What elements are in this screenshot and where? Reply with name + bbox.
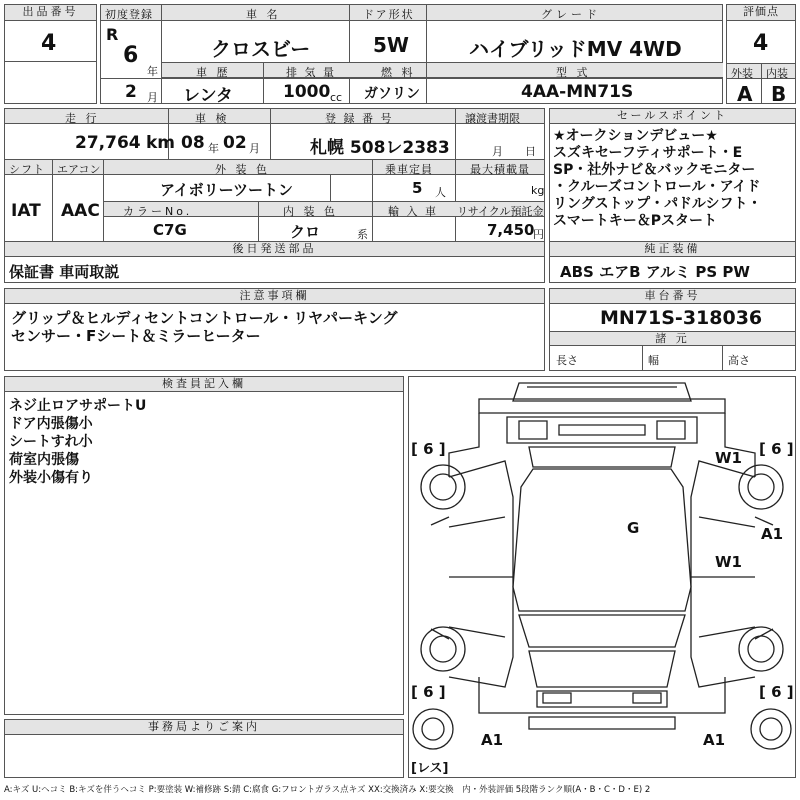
notes-label: 注意事項欄	[5, 289, 544, 304]
equipment-label: 純正装備	[550, 242, 795, 257]
score-label: 評価点	[727, 5, 795, 21]
damage-mark-g: G	[627, 519, 640, 537]
legend-text: A:キズ U:ヘコミ B:キズを伴うヘコミ P:要塗装 W:補修跡 S:錆 C:腐食 G:フロントガラス点キズ XX:交換済み X:要交換 内・外装評価 5段階ランク順(A・B・C・D・E) 2	[4, 785, 651, 795]
equipment-value: ABS エアB アルミ PS PW	[560, 263, 750, 281]
office-label: 事務局よりご案内	[5, 720, 403, 735]
transfer-month: 月	[492, 145, 503, 158]
inspector-box	[4, 376, 404, 715]
fuel-label: 燃 料	[381, 66, 416, 79]
mileage-label: 走 行	[65, 112, 100, 125]
door-label: ドア形状	[363, 8, 415, 21]
ext-color-value: アイボリーツートン	[160, 181, 294, 199]
shift-label: シフト	[9, 163, 45, 176]
chassis-box	[549, 288, 796, 371]
damage-diagram	[408, 376, 796, 778]
specs-label: 諸 元	[550, 332, 795, 346]
damage-mark-a1-bl: A1	[481, 731, 504, 749]
aircon-value: AAC	[61, 201, 100, 221]
transfer-day: 日	[525, 145, 536, 158]
grade-value: ハイブリッドMV 4WD	[469, 37, 682, 61]
inspection-month: 02	[223, 133, 247, 153]
chassis-label: 車台番号	[550, 289, 795, 304]
transfer-label: 譲渡書期限	[465, 112, 520, 125]
persons-unit: 人	[435, 186, 446, 199]
tire-rr-label: [ 6 ]	[759, 683, 794, 701]
lot-number-label: 出品番号	[5, 5, 96, 21]
inspector-label: 検査員記入欄	[5, 377, 403, 392]
import-label: 輸 入 車	[388, 205, 438, 218]
history-value: レンタ	[183, 86, 233, 106]
inspection-label: 車 検	[195, 112, 230, 125]
damage-mark-a1-side: A1	[761, 525, 784, 543]
reg-year-value: 6	[123, 43, 139, 68]
tire-fr-label: [ 6 ]	[759, 440, 794, 458]
displacement-value: 1000	[283, 82, 331, 102]
recycle-label: リサイクル預託金	[457, 205, 544, 218]
sales-points-text: ★オークションデビュー★ スズキセーフティサポート・E SP・社外ナビ＆バックモニター ・クルーズコントロール・アイド リングストップ・パドルシフト・ スマートキー＆Pスタート	[553, 128, 762, 229]
aircon-label: エアコン	[57, 163, 101, 176]
shift-value: IAT	[11, 201, 41, 221]
damage-mark-w1-top: W1	[715, 449, 742, 467]
km-unit: km	[146, 133, 176, 153]
capacity-label: 乗車定員	[385, 163, 433, 176]
spare-tire-label: [レス]	[411, 761, 449, 776]
score-box	[726, 4, 796, 104]
damage-mark-a1-br: A1	[703, 731, 726, 749]
displacement-label: 排 気 量	[286, 66, 336, 79]
interior-grade: B	[771, 82, 787, 106]
first-reg-label: 初度登録	[105, 8, 153, 21]
interior-label: 内装	[766, 67, 788, 80]
notes-text: グリップ＆ヒルディセントコントロール・リヤパーキング センサー・Fシート＆ミラーヒーター	[11, 309, 398, 345]
score-value: 4	[753, 31, 769, 56]
later-parts-label: 後日発送部品	[5, 242, 544, 257]
equipment-box	[549, 241, 796, 283]
office-box	[4, 719, 404, 778]
exterior-grade: A	[737, 82, 753, 106]
sales-points-box	[549, 108, 796, 243]
car-diagram-svg	[409, 377, 795, 777]
reg-no-label: 登 録 番 号	[325, 112, 394, 125]
int-color-suffix: 系	[357, 228, 368, 241]
mileage-value: 27,764	[75, 133, 141, 153]
tire-fl-label: [ 6 ]	[411, 440, 446, 458]
length-label: 長さ	[556, 354, 578, 367]
height-label: 高さ	[728, 354, 750, 367]
car-name-label: 車 名	[246, 8, 281, 21]
lot-number-box	[4, 4, 97, 104]
tire-rl-label: [ 6 ]	[411, 683, 446, 701]
notes-box	[4, 288, 545, 371]
main-info-box	[100, 4, 723, 104]
model-code-label: 型 式	[556, 66, 591, 79]
color-no-value: C7G	[153, 221, 187, 239]
year-unit: 年	[147, 65, 158, 78]
era-label: R	[106, 25, 119, 44]
int-color-value: クロ	[290, 223, 321, 241]
door-value: 5W	[373, 33, 409, 57]
later-parts-value: 保証書 車両取説	[9, 263, 120, 281]
car-name-value: クロスビー	[211, 37, 311, 61]
month-unit: 月	[147, 91, 158, 104]
history-label: 車 歴	[196, 66, 231, 79]
details-box	[4, 108, 545, 243]
damage-mark-w1-mid: W1	[715, 553, 742, 571]
inspection-year-unit: 年	[208, 142, 219, 155]
capacity-value: 5	[412, 179, 423, 197]
yen-unit: 円	[533, 228, 544, 241]
int-color-label: 内 装 色	[283, 205, 338, 218]
recycle-value: 7,450	[487, 221, 535, 239]
inspection-year: 08	[181, 133, 205, 153]
reg-no-value: 札幌 508レ2383	[310, 138, 450, 158]
max-load-label: 最大積載量	[470, 163, 530, 176]
chassis-value: MN71S-318036	[600, 307, 763, 329]
inspector-text: ネジ止ロアサポートU ドア内張傷小 シートすれ小 荷室内張傷 外装小傷有り	[9, 398, 147, 486]
reg-month-value: 2	[125, 82, 137, 102]
model-code-value: 4AA-MN71S	[521, 82, 634, 102]
grade-label: グレード	[541, 8, 601, 21]
fuel-value: ガソリン	[364, 86, 420, 102]
inspection-month-unit: 月	[249, 142, 260, 155]
sales-points-label: セールスポイント	[550, 109, 795, 124]
exterior-label: 外装	[731, 67, 753, 80]
later-parts-box	[4, 241, 545, 283]
cc-unit: cc	[330, 91, 343, 104]
ext-color-label: 外 装 色	[215, 163, 270, 176]
kg-unit: kg	[531, 184, 545, 197]
color-no-label: カラーNo.	[123, 205, 193, 218]
width-label: 幅	[648, 354, 659, 367]
lot-number-value: 4	[41, 31, 57, 56]
